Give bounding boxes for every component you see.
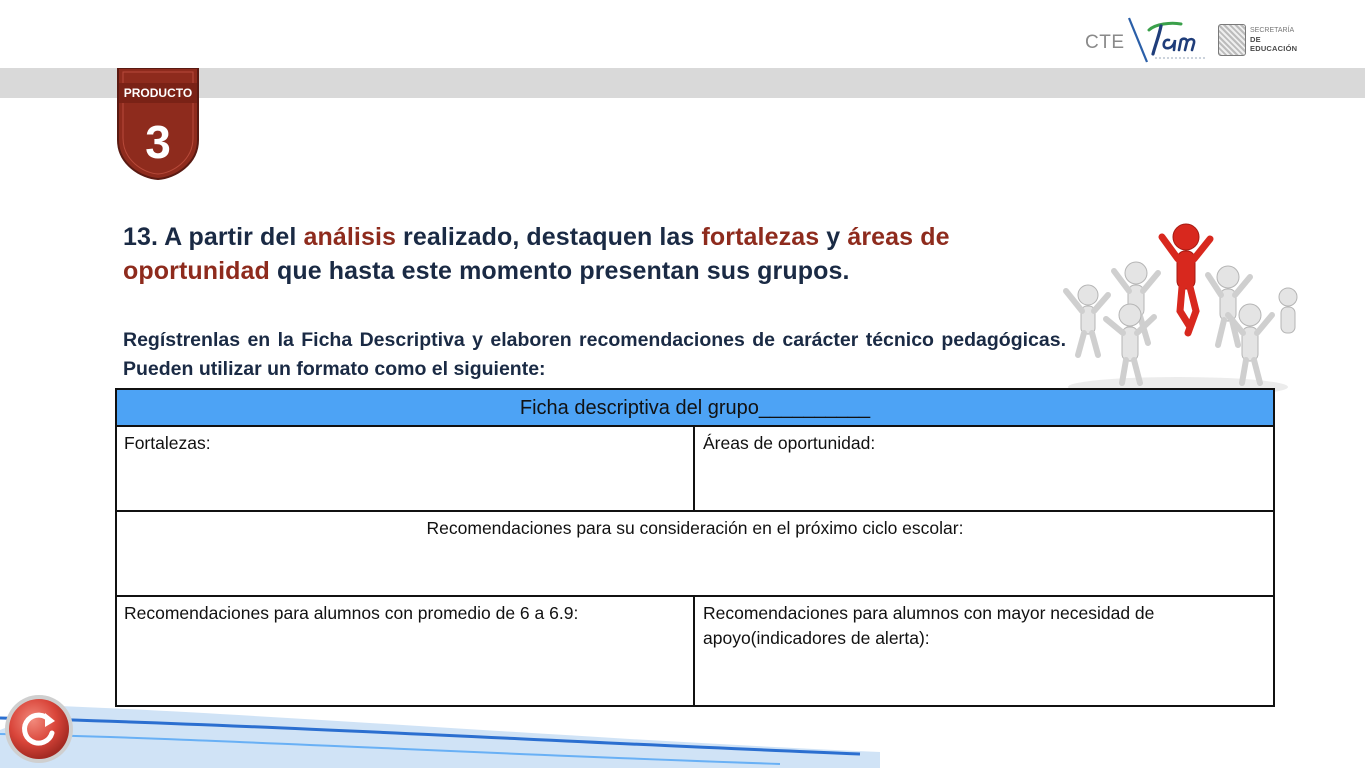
recomendaciones-ciclo-cell: Recomendaciones para su consideración en el próximo ciclo escolar: <box>426 518 964 538</box>
tam-logo-icon <box>1125 16 1217 64</box>
sep-line1: SECRETARÍA <box>1250 27 1295 34</box>
highlight-fortalezas: fortalezas <box>701 223 820 251</box>
refresh-icon[interactable] <box>3 693 75 765</box>
producto-badge <box>115 68 201 180</box>
sep-logo <box>1218 24 1308 58</box>
highlight-analisis: análisis <box>303 223 396 251</box>
cte-label: CTE <box>1085 32 1125 53</box>
people-jumping-illustration <box>1058 215 1298 400</box>
ficha-row-fortalezas <box>117 427 1273 512</box>
ficha-header <box>117 390 1273 427</box>
fortalezas-cell: Fortalezas: <box>117 427 695 510</box>
header-band <box>0 68 1365 98</box>
badge-label: PRODUCTO <box>123 86 193 100</box>
ficha-title: Ficha descriptiva del grupo__________ <box>519 397 871 419</box>
ficha-row-recomendaciones <box>117 512 1273 597</box>
instructions-text: Regístrenlas en la Ficha Descriptiva y elaboren recomendaciones de carácter técnico pedagógicas. Pueden utilizar un formato como el siguiente: <box>123 329 1066 380</box>
recomendaciones-promedio-cell: Recomendaciones para alumnos con promedio de 6 a 6.9: <box>117 597 695 707</box>
sep-line2: DE EDUCACIÓN <box>1250 35 1298 53</box>
highlight-areas: áreas de oportunidad <box>123 223 950 285</box>
bottom-decoration <box>0 690 880 768</box>
question-text: 13. A partir del análisis realizado, destaquen las fortalezas y áreas de oportunidad que hasta este momento presentan sus grupos. <box>123 223 950 285</box>
badge-number: 3 <box>145 116 171 168</box>
ficha-descriptiva-table <box>115 388 1275 707</box>
header-logos <box>1080 14 1320 64</box>
areas-oportunidad-cell: Áreas de oportunidad: <box>703 433 876 453</box>
recomendaciones-apoyo-cell: Recomendaciones para alumnos con mayor necesidad de apoyo(indicadores de alerta): <box>703 603 1155 648</box>
shield-icon <box>1218 24 1246 56</box>
